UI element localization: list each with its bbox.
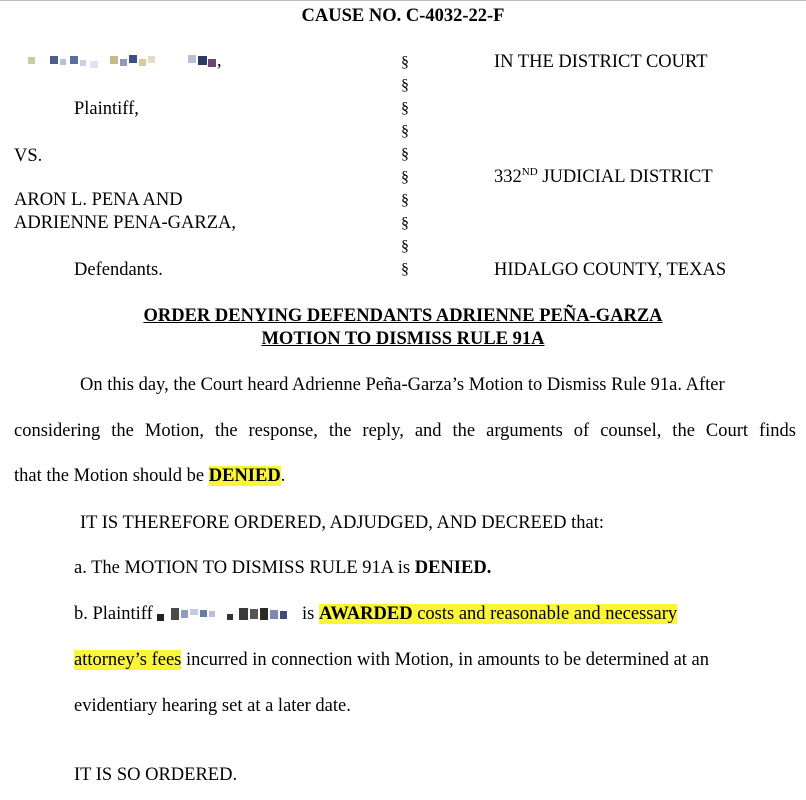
paragraph-line-3-end: .	[280, 466, 286, 486]
item-a-denied: DENIED.	[414, 558, 492, 578]
item-b-line1	[74, 603, 677, 625]
district-suffix: ND	[521, 165, 538, 178]
paragraph-line-1: On this day, the Court heard Adrienne Peña-Garza’s Motion to Dismiss Rule 91a. After	[80, 375, 725, 395]
defendant-name-line1: ARON L. PENA AND	[14, 190, 183, 210]
denied-highlight: DENIED	[208, 466, 281, 486]
section-symbol: §	[401, 54, 409, 71]
paragraph-line-2: considering the Motion, the response, the reply, and the arguments of counsel, the Court finds	[14, 421, 796, 441]
item-a-text: a. The MOTION TO DISMISS RULE 91A is	[74, 558, 415, 578]
redacted-plaintiff-inline	[157, 607, 297, 623]
order-title-line1: ORDER DENYING DEFENDANTS ADRIENNE PEÑA-GARZA	[143, 306, 663, 326]
section-symbol: §	[401, 238, 409, 255]
section-symbol: §	[401, 192, 409, 209]
plaintiff-role: Plaintiff,	[74, 99, 139, 119]
item-b-is: is	[297, 604, 320, 624]
section-symbol: §	[401, 169, 409, 186]
cause-number: CAUSE NO. C-4032-22-F	[301, 6, 505, 26]
paragraph-line-3-text: that the Motion should be	[14, 466, 209, 486]
item-b-text: b. Plaintiff	[74, 604, 158, 624]
fees-highlight: attorney’s fees	[74, 650, 182, 670]
section-symbol: §	[401, 123, 409, 140]
document-page: CAUSE NO. C-4032-22-F , Plaintiff, VS. ARON L. PENA AND ADRIENNE PENA-GARZA, Defendants. § § § § § § § § § § IN THE DISTRICT COURT 332ND JUDICIAL DISTRICT HIDALGO COUNTY, TEXAS ORDER DENYING DEFENDANTS ADRIENNE PEÑA-GARZA MOTION TO DISMISS RULE 91A On this day, the Court heard Adrienne Peña-Garza’s Motion to Dismiss Rule 91a. After considering the Motion, the response, the reply, and the arguments of counsel, the Court finds that the Motion should be DENIED. IT IS THEREFORE ORDERED, ADJUDGED, AND DECREED that: a. The MOTION TO DISMISS RULE 91A is DENIED. b. Plaintiff is AWARDED costs and reasonable and necessary attorney’s fees incurred in connection with Motion, in amounts to be determined at an evidentiary hearing set at a later date. IT IS SO ORDERED.	[0, 0, 806, 800]
court-name: IN THE DISTRICT COURT	[494, 52, 708, 72]
defendant-role: Defendants.	[74, 260, 163, 280]
section-symbol: §	[401, 261, 409, 278]
item-b-line2-text: incurred in connection with Motion, in amounts to be determined at an	[181, 650, 710, 670]
versus-label: VS.	[14, 146, 43, 166]
ordered-clause: IT IS THEREFORE ORDERED, ADJUDGED, AND DECREED that:	[80, 513, 604, 533]
district-number: 332	[494, 167, 522, 187]
section-symbol: §	[401, 146, 409, 163]
section-symbol: §	[401, 100, 409, 117]
costs-highlight: costs and reasonable and necessary	[412, 604, 678, 624]
item-b-line3: evidentiary hearing set at a later date.	[74, 696, 351, 716]
order-title-line2: MOTION TO DISMISS RULE 91A	[261, 329, 545, 349]
district-label: JUDICIAL DISTRICT	[537, 167, 713, 187]
section-symbol: §	[401, 77, 409, 94]
so-ordered: IT IS SO ORDERED.	[74, 765, 238, 785]
county: HIDALGO COUNTY, TEXAS	[494, 260, 727, 280]
section-symbol-column	[397, 51, 413, 281]
judicial-district	[494, 166, 713, 188]
paragraph-line-3	[14, 465, 285, 487]
section-symbol: §	[401, 215, 409, 232]
awarded-highlight: AWARDED	[319, 604, 413, 624]
item-b-line2	[74, 649, 709, 671]
item-a	[74, 557, 491, 579]
defendant-name-line2: ADRIENNE PENA-GARZA,	[14, 213, 236, 233]
